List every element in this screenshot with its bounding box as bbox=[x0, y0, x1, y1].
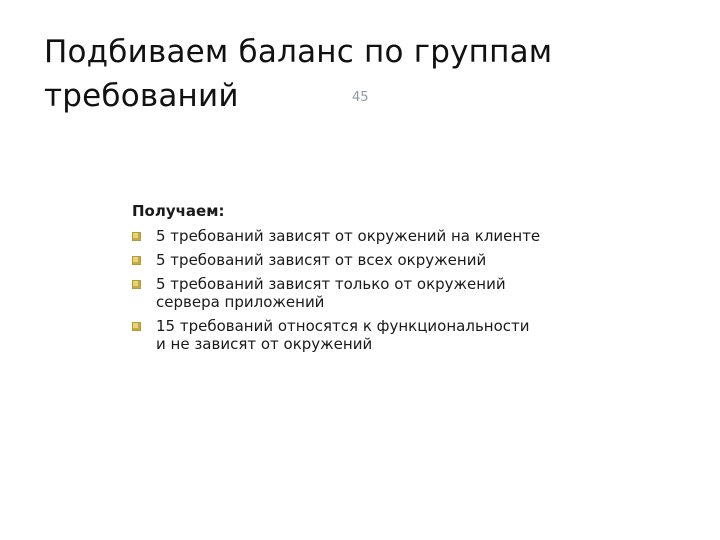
square-bullet-icon bbox=[132, 232, 141, 241]
bullet-list bbox=[132, 227, 632, 353]
square-bullet-icon bbox=[132, 256, 141, 265]
slide-title: Подбиваем баланс по группам требований bbox=[44, 34, 553, 114]
square-bullet-icon bbox=[132, 322, 141, 331]
list-item bbox=[132, 317, 632, 353]
bullet-text: 5 требований зависят от окружений на клиенте bbox=[156, 227, 541, 245]
slide-body bbox=[132, 202, 632, 359]
list-item bbox=[132, 251, 632, 269]
square-bullet-icon bbox=[132, 280, 141, 289]
bullet-text: 15 требований относятся к функциональности и не зависят от окружений bbox=[156, 317, 530, 353]
bullet-text: 5 требований зависят только от окружений сервера приложений bbox=[156, 275, 506, 311]
slide-number: 45 bbox=[352, 90, 369, 105]
bullet-text: 5 требований зависят от всех окружений bbox=[156, 251, 487, 269]
subheading: Получаем: bbox=[132, 202, 225, 220]
list-item bbox=[132, 275, 632, 311]
list-item bbox=[132, 227, 632, 245]
